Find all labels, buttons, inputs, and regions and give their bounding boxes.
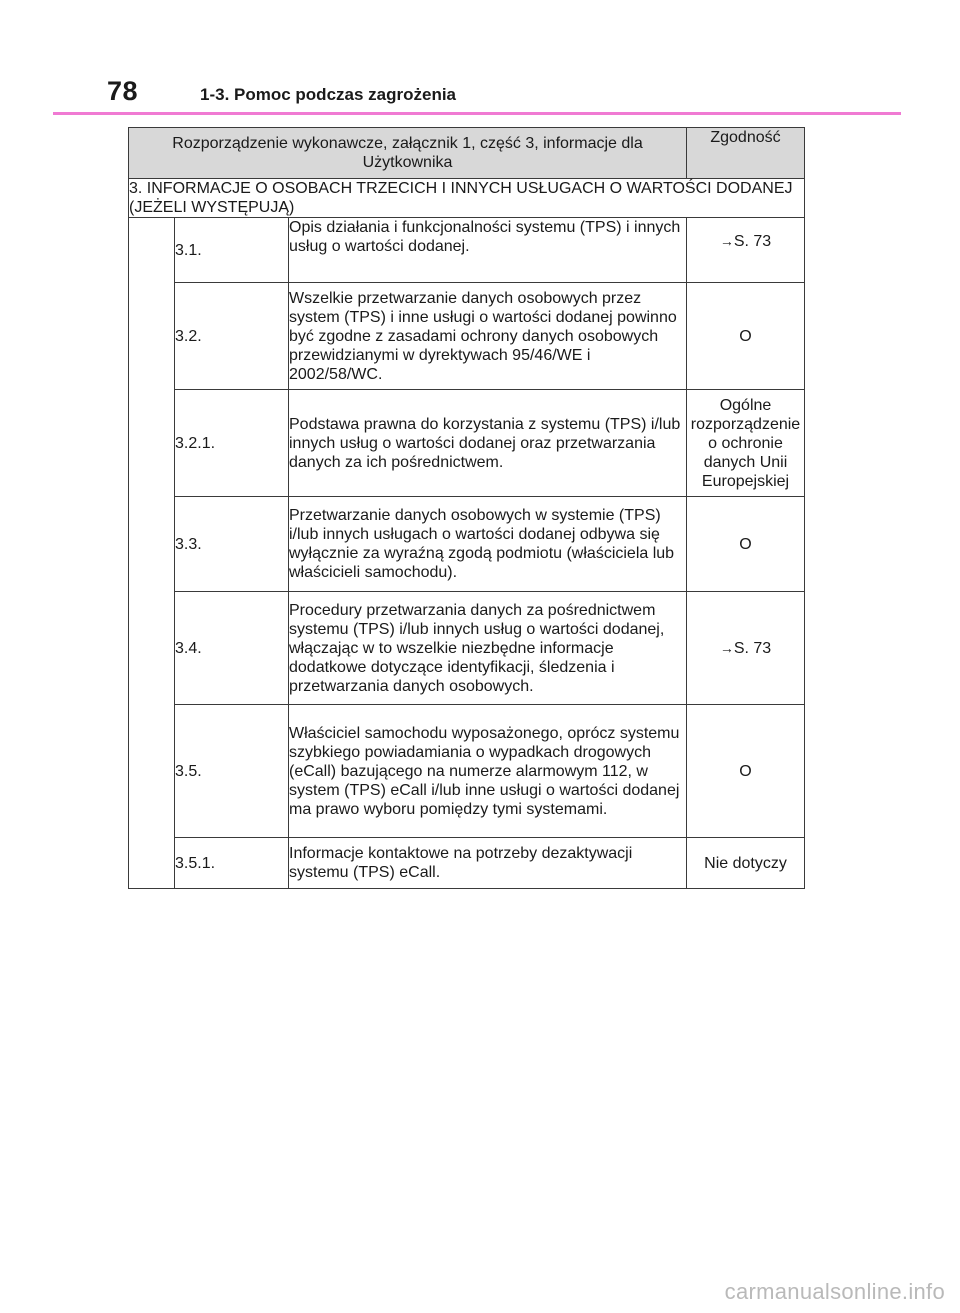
row-number: 3.3.: [175, 497, 289, 592]
page-reference: S. 73: [733, 639, 772, 657]
row-compliance: O: [687, 705, 805, 838]
row-description: Właściciel samochodu wyposażonego, oprócz systemu szybkiego powiadamiania o wypadkach drogowych (eCall) bazującego na numerze alarmowym 112, w system (TPS) eCall i/lub inne usługi o wartości dodanej ma prawo wyboru pomiędzy tymi systemami.: [289, 705, 687, 838]
row-description: Informacje kontaktowe na potrzeby dezaktywacji systemu (TPS) eCall.: [289, 838, 687, 889]
row-number: 3.4.: [175, 592, 289, 705]
table-row: [129, 283, 805, 390]
row-number: 3.2.1.: [175, 390, 289, 497]
row-number: 3.5.: [175, 705, 289, 838]
row-compliance: Ogólne rozporządzenie o ochronie danych Unii Europejskiej: [687, 390, 805, 497]
row-description: Opis działania i funkcjonalności systemu (TPS) i innych usług o wartości dodanej.: [289, 218, 687, 283]
row-compliance: O: [687, 497, 805, 592]
page-number: 78: [107, 76, 139, 106]
arrow-right-icon: →: [719, 233, 734, 249]
row-description: Procedury przetwarzania danych za pośrednictwem systemu (TPS) i/lub innych usług o wartości dodanej, włączając w to wszelkie niezbędne informacje dodatkowe dotyczące identyfikacji, śledzenia i przetwarzania danych osobowych.: [289, 592, 687, 705]
watermark: carmanualsonline.info: [724, 1279, 945, 1304]
page-reference: S. 73: [733, 233, 772, 250]
table-row: [129, 592, 805, 705]
table-row: [129, 497, 805, 592]
row-description: Podstawa prawna do korzystania z systemu (TPS) i/lub innych usług o wartości dodanej oraz przetwarzania danych za ich pośrednictwem.: [289, 390, 687, 497]
table-row: [129, 218, 805, 283]
row-number: 3.5.1.: [175, 838, 289, 889]
row-compliance: [687, 218, 805, 283]
table-row: [129, 390, 805, 497]
header-divider: [53, 112, 901, 115]
row-description: Wszelkie przetwarzanie danych osobowych przez system (TPS) i inne usługi o wartości dodanej powinno być zgodne z zasadami ochrony danych osobowych przewidzianymi w dyrektywach 95/46/WE i 2002/58/WC.: [289, 283, 687, 390]
requirements-table: [128, 127, 805, 889]
arrow-right-icon: →: [719, 639, 734, 656]
indent-cell: [129, 218, 175, 889]
table-row: [129, 838, 805, 889]
table-header-row: [129, 128, 805, 179]
row-compliance: Nie dotyczy: [687, 838, 805, 889]
header-description: Rozporządzenie wykonawcze, załącznik 1, część 3, informacje dla Użytkownika: [129, 128, 687, 179]
row-compliance: O: [687, 283, 805, 390]
row-description: Przetwarzanie danych osobowych w systemie (TPS) i/lub innych usługach o wartości dodanej odbywa się wyłącznie za wyraźną zgodą podmiotu (właściciela lub właścicieli samochodu).: [289, 497, 687, 592]
section-heading: 3. INFORMACJE O OSOBACH TRZECICH I INNYCH USŁUGACH O WARTOŚCI DODANEJ (JEŻELI WYSTĘPUJĄ): [129, 179, 805, 218]
table-row: [129, 705, 805, 838]
row-number: 3.1.: [175, 218, 289, 283]
header-compliance: Zgodność: [687, 128, 805, 179]
row-number: 3.2.: [175, 283, 289, 390]
section-title: 1-3. Pomoc podczas zagrożenia: [200, 85, 457, 104]
row-compliance: [687, 592, 805, 705]
section-row: [129, 179, 805, 218]
